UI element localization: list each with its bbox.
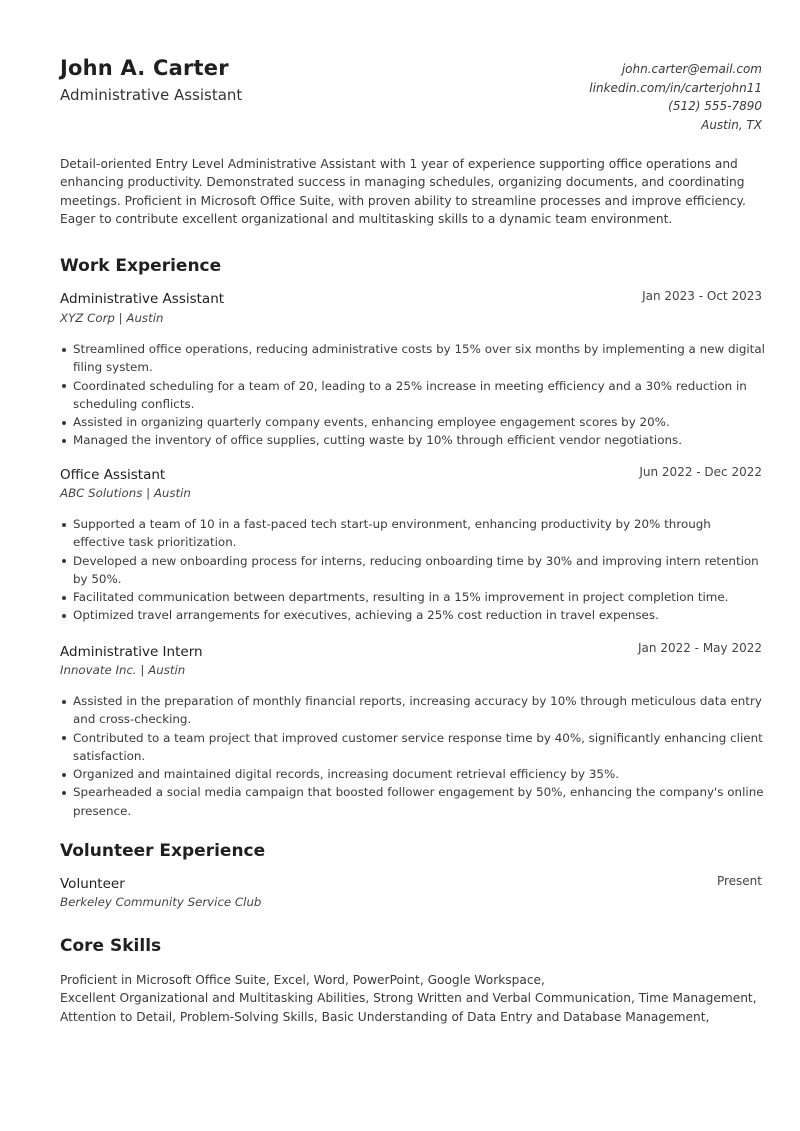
job-bullets [60, 340, 766, 450]
volunteer-heading: Volunteer Experience [60, 841, 266, 861]
bullet-item: Facilitated communication between departments, resulting in a 15% improvement in project completion time. [60, 588, 766, 606]
professional-summary: Detail-oriented Entry Level Administrative Assistant with 1 year of experience supporting office operations and enhancing productivity. Demonstrated success in managing schedules, organizing documents, and coordinating meetings. Proficient in Microsoft Office Suite, with proven ability to streamline processes and improve efficiency. Eager to contribute excellent organizational and multitasking skills to a dynamic team environment. [60, 157, 746, 227]
bullet-item: Organized and maintained digital records, increasing document retrieval efficiency by 35%. [60, 765, 766, 783]
bullet-item: Managed the inventory of office supplies, cutting waste by 10% through efficient vendor negotiations. [60, 431, 766, 449]
job-bullets [60, 515, 766, 625]
bullet-item: Spearheaded a social media campaign that boosted follower engagement by 50%, enhancing the company's online presence. [60, 783, 766, 820]
job-company: ABC Solutions | Austin [60, 486, 191, 500]
job-company: Innovate Inc. | Austin [60, 663, 186, 677]
contact-email: john.carter@email.com [621, 62, 762, 76]
contact-location: Austin, TX [701, 117, 762, 132]
job-company: XYZ Corp | Austin [60, 311, 164, 325]
skills-line: Proficient in Microsoft Office Suite, Excel, Word, PowerPoint, Google Workspace, [60, 973, 545, 987]
core-skills-list [60, 971, 770, 1026]
skills-line: Excellent Organizational and Multitasking Abilities, Strong Written and Verbal Communication, Time Management, [60, 991, 757, 1006]
core-skills-heading: Core Skills [60, 936, 162, 956]
job-dates: Jan 2023 - Oct 2023 [642, 289, 762, 303]
bullet-item: Optimized travel arrangements for executives, achieving a 25% cost reduction in travel expenses. [60, 606, 766, 624]
volunteer-dates: Present [716, 874, 762, 888]
bullet-item: Streamlined office operations, reducing administrative costs by 15% over six months by implementing a new digital filing system. [60, 340, 766, 377]
job-title: Office Assistant [60, 467, 166, 483]
work-experience-heading: Work Experience [60, 256, 222, 276]
candidate-role: Administrative Assistant [60, 86, 243, 104]
candidate-name: John A. Carter [60, 56, 229, 80]
bullet-item: Supported a team of 10 in a fast-paced tech start-up environment, enhancing productivity by 20% through effective task prioritization. [60, 515, 766, 552]
job-title: Administrative Intern [60, 644, 203, 660]
job-bullets [60, 692, 766, 820]
volunteer-title: Volunteer [60, 876, 125, 892]
bullet-item: Assisted in organizing quarterly company events, enhancing employee engagement scores by 20%. [60, 413, 766, 431]
contact-block [589, 60, 762, 134]
bullet-item: Contributed to a team project that improved customer service response time by 40%, significantly enhancing client satisfaction. [60, 729, 766, 766]
bullet-item: Assisted in the preparation of monthly financial reports, increasing accuracy by 10% through meticulous data entry and cross-checking. [60, 692, 766, 729]
bullet-item: Developed a new onboarding process for interns, reducing onboarding time by 30% and improving intern retention by 50%. [60, 552, 766, 589]
volunteer-organization: Berkeley Community Service Club [60, 895, 262, 909]
skills-line: Attention to Detail, Problem-Solving Skills, Basic Understanding of Data Entry and Database Management, [60, 1009, 710, 1024]
job-title: Administrative Assistant [60, 291, 225, 307]
job-dates: Jan 2022 - May 2022 [638, 641, 762, 655]
bullet-item: Coordinated scheduling for a team of 20, leading to a 25% increase in meeting efficiency and a 30% reduction in scheduling conflicts. [60, 377, 766, 414]
job-dates: Jun 2022 - Dec 2022 [639, 465, 762, 479]
contact-linkedin: linkedin.com/in/carterjohn11 [589, 80, 762, 95]
contact-phone: (512) 555-7890 [668, 99, 762, 113]
